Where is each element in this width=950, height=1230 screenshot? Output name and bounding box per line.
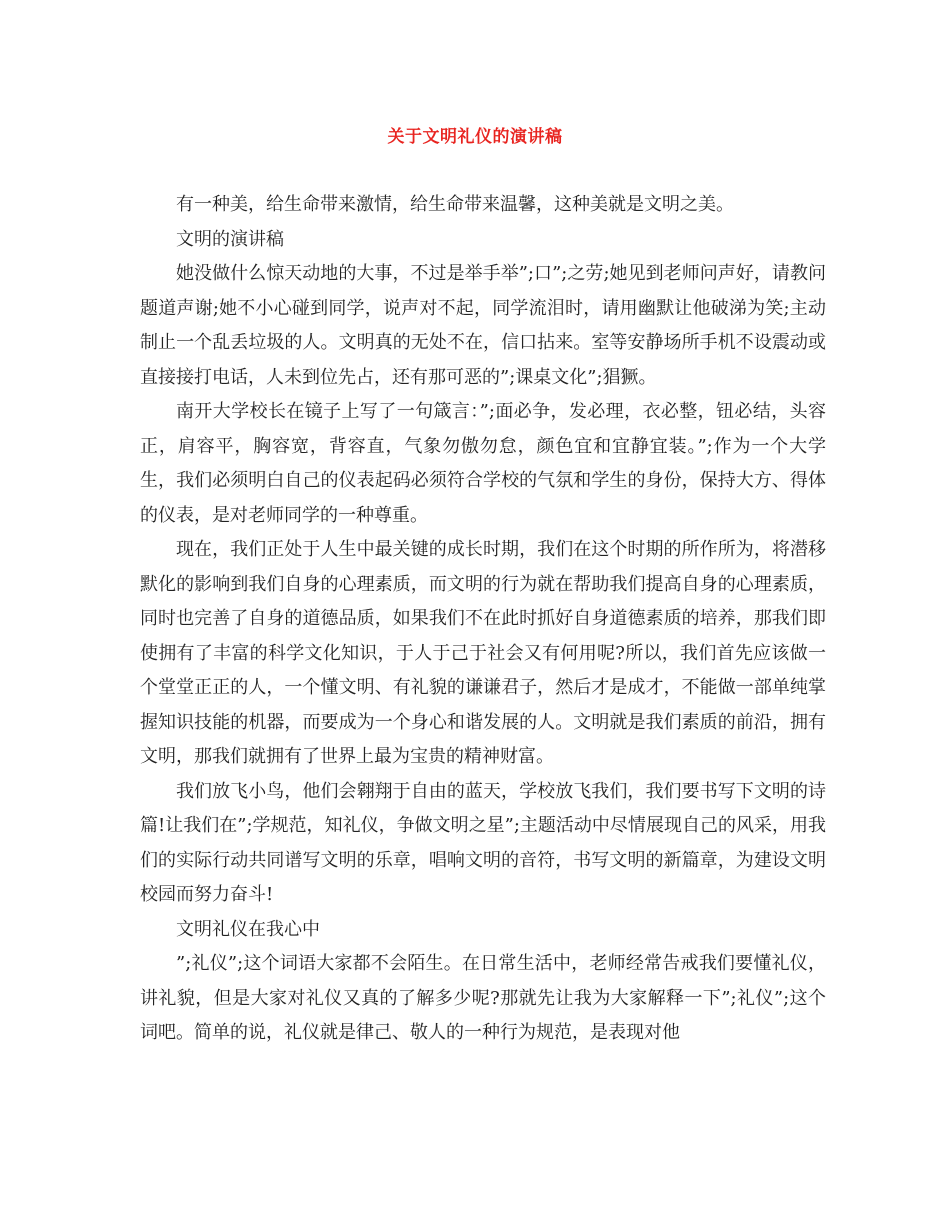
document-title: 关于文明礼仪的演讲稿 bbox=[387, 127, 563, 147]
paragraph: ”;礼仪”;这个词语大家都不会陌生。在日常生活中，老师经常告戒我们要懂礼仪，讲礼貌，但是大家对礼仪又真的了解多少呢?那就先让我为大家解释一下”;礼仪”;这个词吧。简单的说，礼仪就是律己、敬人的一种行为规范，是表现对他 bbox=[140, 953, 826, 1043]
paragraph: 现在，我们正处于人生中最关键的成长时期，我们在这个时期的所作所为，将潜移默化的影响到我们自身的心理素质，而文明的行为就在帮助我们提高自身的心理素质，同时也完善了自身的道德品质，如果我们不在此时抓好自身道德素质的培养，那我们即使拥有了丰富的科学文化知识，于人于己于社会又有何用呢?所以，我们首先应该做一个堂堂正正的人，一个懂文明、有礼貌的谦谦君子，然后才是成才，不能做一部单纯掌握知识技能的机器，而要成为一个身心和谐发展的人。文明就是我们素质的前沿，拥有文明，那我们就拥有了世界上最为宝贵的精神财富。 bbox=[140, 539, 826, 767]
document-body bbox=[140, 188, 826, 1051]
paragraph: 我们放飞小鸟，他们会翱翔于自由的蓝天，学校放飞我们，我们要书写下文明的诗篇!让我们在”;学规范，知礼仪，争做文明之星”;主题活动中尽情展现自己的风采，用我们的实际行动共同谱写文明的乐章，唱响文明的音符，书写文明的新篇章，为建设文明校园而努力奋斗! bbox=[140, 780, 826, 905]
paragraph: 文明礼仪在我心中 bbox=[176, 918, 320, 940]
paragraph: 她没做什么惊天动地的大事，不过是举手举”;口”;之劳;她见到老师问声好，请教问题道声谢;她不小心碰到同学，说声对不起，同学流泪时，请用幽默让他破涕为笑;主动制止一个乱丢垃圾的人。文明真的无处不在，信口拈来。室等安静场所手机不设震动或直接接打电话，人未到位先占，还有那可恶的”;课桌文化”;猖獗。 bbox=[140, 263, 826, 388]
paragraph: 文明的演讲稿 bbox=[176, 228, 284, 250]
paragraph: 南开大学校长在镜子上写了一句箴言：”;面必争，发必理，衣必整，钮必结，头容正，肩容平，胸容宽，背容直，气象勿傲勿怠，颜色宜和宜静宜装。”;作为一个大学生，我们必须明白自己的仪表起码必须符合学校的气氛和学生的身份，保持大方、得体的仪表，是对老师同学的一种尊重。 bbox=[140, 401, 826, 526]
paragraph: 有一种美，给生命带来激情，给生命带来温馨，这种美就是文明之美。 bbox=[176, 194, 734, 215]
